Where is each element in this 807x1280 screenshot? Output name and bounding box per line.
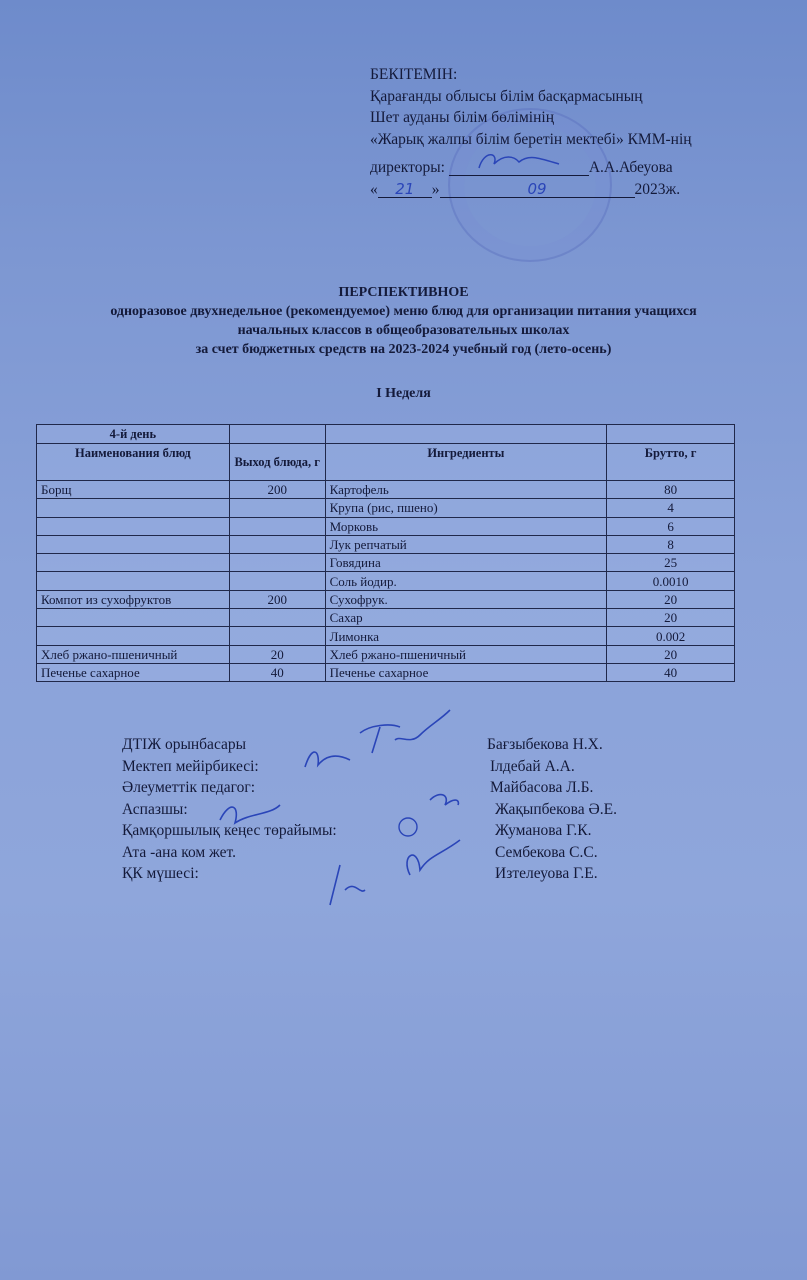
approval-month: 09 xyxy=(440,182,635,198)
approval-line: Шет ауданы білім бөлімінің xyxy=(370,109,554,126)
signatory-role: Ата -ана ком жет. xyxy=(122,843,236,861)
gross-weight: 25 xyxy=(607,554,735,572)
dish-yield xyxy=(229,535,325,553)
menu-table xyxy=(36,424,735,682)
table-row xyxy=(37,572,735,590)
dish-yield xyxy=(229,499,325,517)
ingredient: Крупа (рис, пшено) xyxy=(325,499,607,517)
gross-weight: 4 xyxy=(607,499,735,517)
table-row xyxy=(37,481,735,499)
signatory-name: Сембекова С.С. xyxy=(495,843,598,861)
table-row xyxy=(37,517,735,535)
gross-weight: 20 xyxy=(607,609,735,627)
gross-weight: 6 xyxy=(607,517,735,535)
gross-weight: 0.0010 xyxy=(607,572,735,590)
ingredient: Морковь xyxy=(325,517,607,535)
signatory-role: ДТІЖ орынбасары xyxy=(122,736,247,753)
signatory-role: Аспазшы: xyxy=(122,800,188,818)
dish-name xyxy=(37,572,230,590)
approval-year: 2023ж. xyxy=(634,180,681,198)
table-row xyxy=(37,609,735,627)
table-row xyxy=(37,554,735,572)
dish-name: Борщ xyxy=(37,481,230,499)
dish-yield xyxy=(229,627,325,645)
handwritten-signatures xyxy=(300,705,480,905)
approval-day: 21 xyxy=(378,182,432,198)
ingredient: Соль йодир. xyxy=(325,572,607,590)
ingredient: Говядина xyxy=(325,554,607,572)
table-row xyxy=(37,590,735,608)
gross-weight: 0.002 xyxy=(607,627,735,645)
approval-line: Қарағанды облысы білім басқармасының xyxy=(370,87,643,105)
gross-weight: 80 xyxy=(607,481,735,499)
gross-weight: 40 xyxy=(607,663,735,681)
day-header: 4-й день xyxy=(37,425,230,444)
table-row xyxy=(37,627,735,645)
title-main: ПЕРСПЕКТИВНОЕ xyxy=(338,285,469,300)
signatory-name: Изтелеуова Г.Е. xyxy=(495,865,598,882)
ingredient: Лук репчатый xyxy=(325,535,607,553)
signatory-name: Жуманова Г.К. xyxy=(495,822,592,839)
dish-name xyxy=(37,517,230,535)
dish-name xyxy=(37,627,230,645)
dish-yield: 20 xyxy=(229,645,325,663)
title-line: одноразовое двухнедельное (рекомендуемое) меню блюд для организации питания учащихся xyxy=(110,304,697,319)
col-ingredients: Ингредиенты xyxy=(325,444,607,481)
dish-name xyxy=(37,499,230,517)
table-row xyxy=(37,535,735,553)
dish-yield: 40 xyxy=(229,663,325,681)
table-row xyxy=(37,499,735,517)
signatory-name: Майбасова Л.Б. xyxy=(490,779,594,796)
signatory-name: Бағзыбекова Н.Х. xyxy=(487,736,603,753)
ingredient: Печенье сахарное xyxy=(325,663,607,681)
signatory-role: Мектеп мейірбикесі: xyxy=(122,757,259,775)
approval-line: «Жарық жалпы білім беретін мектебі» КММ-нің xyxy=(370,130,692,148)
col-gross: Брутто, г xyxy=(607,444,735,481)
empty-header-cell xyxy=(229,425,325,444)
empty-header-cell xyxy=(607,425,735,444)
empty-header-cell xyxy=(325,425,607,444)
dish-name: Печенье сахарное xyxy=(37,663,230,681)
ingredient: Хлеб ржано-пшеничный xyxy=(325,645,607,663)
dish-yield xyxy=(229,609,325,627)
dish-name xyxy=(37,535,230,553)
document-title xyxy=(0,283,807,359)
table-row xyxy=(37,645,735,663)
signatory-names xyxy=(487,734,617,885)
gross-weight: 20 xyxy=(607,645,735,663)
dish-yield: 200 xyxy=(229,481,325,499)
dish-yield xyxy=(229,554,325,572)
approval-heading: БЕКІТЕМІН: xyxy=(370,66,458,83)
ingredient: Сухофрук. xyxy=(325,590,607,608)
dish-yield xyxy=(229,517,325,535)
approval-block: БЕКІТЕМІН: Қарағанды облысы білім басқармасының Шет ауданы білім бөлімінің «Жарық жалпы білім беретін мектебі» КММ-нің директоры: А.А.Абеуова « 21 » 09 2023ж. xyxy=(370,66,692,198)
signatory-name: Жақыпбекова Ә.Е. xyxy=(495,800,617,818)
ingredient: Лимонка xyxy=(325,627,607,645)
week-label: I Неделя xyxy=(376,386,431,401)
table-row xyxy=(37,663,735,681)
title-line: начальных классов в общеобразовательных школах xyxy=(237,323,570,338)
dish-name: Компот из сухофруктов xyxy=(37,590,230,608)
gross-weight: 8 xyxy=(607,535,735,553)
dish-name: Хлеб ржано-пшеничный xyxy=(37,645,230,663)
director-label: директоры: xyxy=(370,159,445,176)
col-yield: Выход блюда, г xyxy=(229,444,325,481)
director-signature xyxy=(449,150,589,176)
dish-yield: 200 xyxy=(229,590,325,608)
col-dish: Наименования блюд xyxy=(37,444,230,481)
ingredient: Картофель xyxy=(325,481,607,499)
signatory-role: Әлеуметтік педагог: xyxy=(122,779,256,796)
signatory-role: ҚК мүшесі: xyxy=(122,865,199,882)
dish-yield xyxy=(229,572,325,590)
title-line: за счет бюджетных средств на 2023-2024 учебный год (лето-осень) xyxy=(195,342,612,357)
signatory-role: Қамқоршылық кеңес төрайымы: xyxy=(122,822,337,839)
dish-name xyxy=(37,554,230,572)
gross-weight: 20 xyxy=(607,590,735,608)
dish-name xyxy=(37,609,230,627)
director-name: А.А.Абеуова xyxy=(588,159,673,176)
ingredient: Сахар xyxy=(325,609,607,627)
signatory-name: Ілдебай А.А. xyxy=(490,757,575,775)
